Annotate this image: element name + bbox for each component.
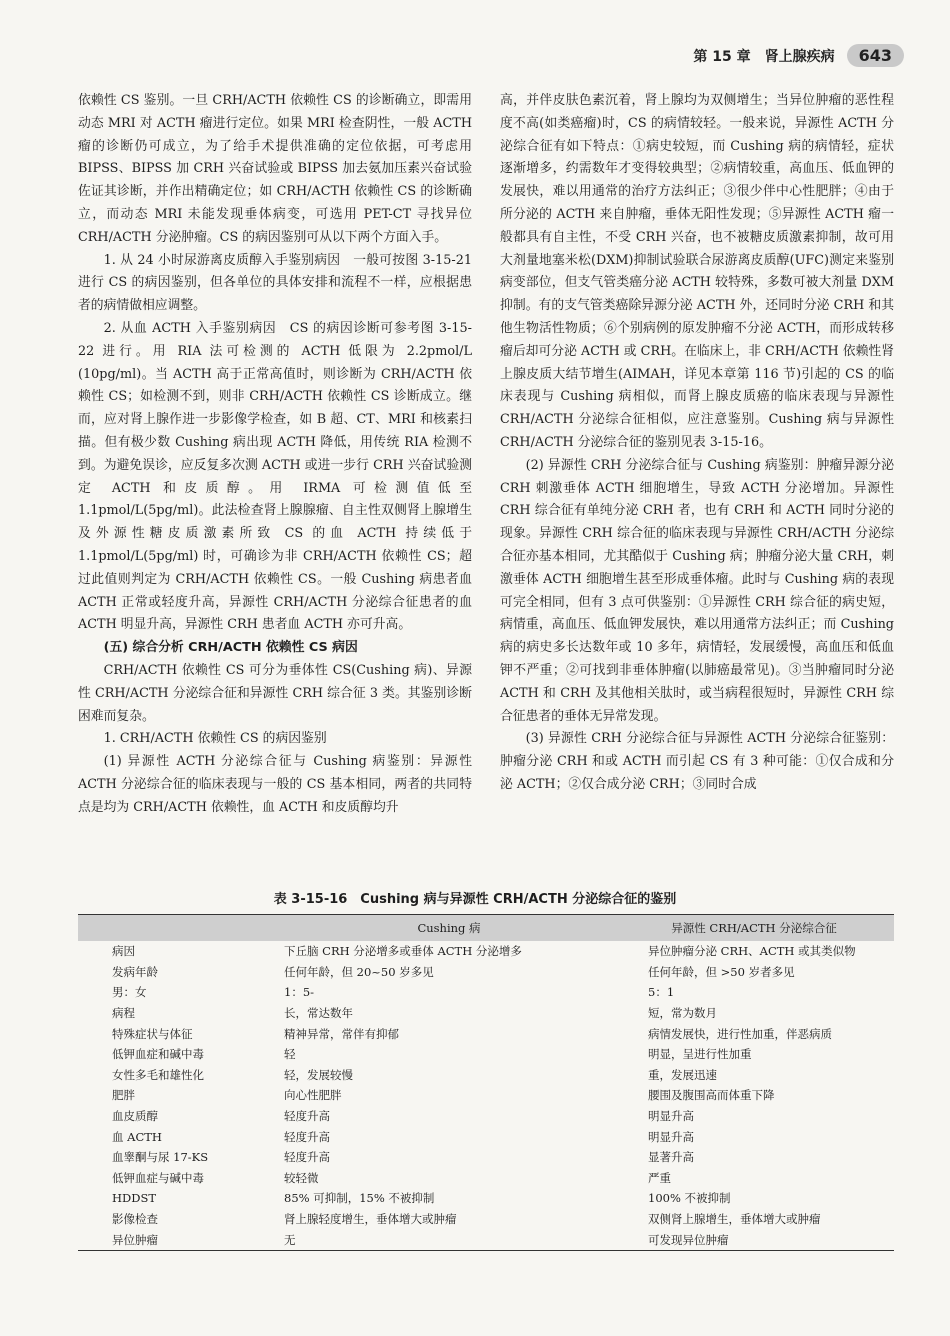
table-row [78,1229,894,1250]
header-cell: 异源性 CRH/ACTH 分泌综合征 [614,915,894,942]
table-cell: 明显升高 [648,1129,694,1144]
row-label-cell: 血睾酮与尿 17-KS [112,1150,209,1165]
table-row [78,1188,894,1209]
paragraph: (1) 异源性 ACTH 分泌综合征与 Cushing 病鉴别：异源性 ACTH 分泌综合征的临床表现与一般的 CS 基本相同，两者的共同特点是均为 CRH/ACTH 依赖性，血 ACTH 和皮质醇均升 [78,754,472,815]
table-cell: 异位肿瘤分泌 CRH、ACTH 或其类似物 [648,944,856,959]
row-label-cell: 血 ACTH [112,1129,162,1144]
paragraph: 1. 从 24 小时尿游离皮质醇入手鉴别病因 一般可按图 3-15-21 进行 CS 的病因鉴别，但各单位的具体安排和流程不一样，应根据患者的病情做相应调整。 [78,252,472,314]
table-cell: 明显，呈进行性加重 [648,1047,752,1062]
paragraph: 高，并伴皮肤色素沉着，肾上腺均为双侧增生；当异位肿瘤的恶性程度不高(如类癌瘤)时，CS 的病情较轻。一般来说，异源性 ACTH 分泌综合征有如下特点：①病史较短，而 Cushing 病的病情轻，症状逐渐增多，约需数年才变得较典型；②病情较重，高血压、低血钾的发展快，难以用通常的治疗方法纠正；③很少伴中心性肥胖；④由于所分泌的 ACTH 来自肿瘤，垂体无阳性发现；⑤异源性 ACTH 瘤一般都具有自主性，不受 CRH 兴奋，也不被糖皮质激素抑制，故可用大剂量地塞米松(DXM)抑制试验联合尿游离皮质醇(UFC)测定来鉴别病变部位，但支气管类癌分泌 ACTH 较特殊，多数可被大剂量 DXM 抑制。有的支气管类癌除异源分泌 ACTH 外，还同时分泌 CRH 和其他生物活性物质；⑥个别病例的原发肿瘤不分泌 ACTH，而形成转移瘤后却可分泌 ACTH 或 CRH。在临床上，非 CRH/ACTH 依赖性肾上腺皮质大结节增生(AIMAH，详见本章第 116 节)引起的 CS 的临床表现与 Cushing 病相似，而肾上腺皮质癌的临床表现与异源性 CRH/ACTH 分泌综合征相似，应注意鉴别。Cushing 病与异源性 CRH/ACTH 分泌综合征的鉴别见表 3-15-16。 [500,93,894,450]
table-row [78,1023,894,1044]
paragraph: (3) 异源性 CRH 分泌综合征与异源性 ACTH 分泌综合征鉴别：肿瘤分泌 CRH 和或 ACTH 而引起 CS 有 3 种可能：①仅合成和分泌 ACTH；②仅合成分泌 CRH；③同时合成 [500,731,894,792]
table-cell: 精神异常，常伴有抑郁 [284,1026,399,1041]
table-cell: 5：1 [648,985,675,1000]
table-cell: 重，发展迅速 [648,1067,717,1082]
row-label-cell: 影像检查 [112,1212,158,1227]
row-label-cell: 低钾血症与碱中毒 [112,1170,204,1185]
table-cell: 100% 不被抑制 [648,1191,731,1206]
table-cell: 任何年龄，但 >50 岁者多见 [648,964,795,979]
table-row [78,1044,894,1065]
table-row [78,1065,894,1086]
table-row [78,1085,894,1106]
left-column [78,90,472,820]
table-header-row [78,915,894,942]
table-cell: 轻 [284,1047,296,1062]
table-body [78,941,894,1250]
row-label-cell: 男：女 [112,985,147,1000]
table-cell: 轻度升高 [284,1129,330,1144]
table-cell: 较轻微 [284,1170,319,1185]
table-container [78,914,894,1251]
table-cell: 严重 [648,1170,671,1185]
table-cell: 下丘脑 CRH 分泌增多或垂体 ACTH 分泌增多 [284,944,522,959]
table-cell: 病情发展快，进行性加重，伴恶病质 [648,1026,832,1041]
table-cell: 向心性肥胖 [284,1088,342,1103]
table-cell: 轻度升高 [284,1109,330,1124]
table-row [78,1126,894,1147]
row-label-cell: 异位肿瘤 [78,1229,284,1250]
page-header [693,44,904,67]
section-heading: (五) 综合分析 CRH/ACTH 依赖性 CS 病因 [103,640,358,656]
table-row [78,1147,894,1168]
table-row [78,1106,894,1127]
paragraph: (2) 异源性 CRH 分泌综合征与 Cushing 病鉴别：肿瘤异源分泌 CRH 刺激垂体 ACTH 细胞增生，导致 ACTH 分泌增加。异源性 CRH 综合征有单纯分泌 CRH 者，也有 CRH 和 ACTH 同时分泌的现象。异源性 CRH 综合征的临床表现与异源性 CRH/ACTH 分泌综合征亦基本相同，尤其酷似于 Cushing 病；肿瘤分泌大量 CRH，刺激垂体 ACTH 细胞增生甚至形成垂体瘤。此时与 Cushing 病的表现可完全相同，但有 3 点可供鉴别：①异源性 CRH 综合征的病史短，病情重，高血压、低血钾发展快，难以用通常方法纠正；而 Cushing 病的病史多长达数年或 10 多年，病情轻，发展缓慢，高血压和低血钾不严重；②可找到非垂体肿瘤(以肺癌最常见)。③当肿瘤同时分泌 ACTH 和 CRH 及其他相关肽时，或当病程很短时，异源性 CRH 综合征患者的垂体无异常发现。 [500,457,894,724]
table-row [78,1209,894,1230]
row-label-cell: HDDST [112,1191,157,1206]
table-cell: 轻度升高 [284,1150,330,1165]
table-cell: 可发现异位肿瘤 [614,1229,894,1250]
page-number: 643 [847,44,904,67]
row-label-cell: 病程 [112,1006,135,1021]
paragraph: 1. CRH/ACTH 依赖性 CS 的病因鉴别 [103,731,327,747]
table-cell: 85% 可抑制，15% 不被抑制 [284,1191,435,1206]
row-label-cell: 血皮质醇 [112,1109,158,1124]
row-label-cell: 病因 [112,944,135,959]
table-cell: 任何年龄，但 20~50 岁多见 [284,964,434,979]
row-label-cell: 低钾血症和碱中毒 [112,1047,204,1062]
table-cell: 1：5- [284,985,315,1000]
table-cell: 双侧肾上腺增生，垂体增大或肿瘤 [648,1212,821,1227]
table-cell: 长，常达数年 [284,1006,353,1021]
row-label-cell: 发病年龄 [112,964,158,979]
paragraph: 依赖性 CS 鉴别。一旦 CRH/ACTH 依赖性 CS 的诊断确立，即需用动态 MRI 对 ACTH 瘤进行定位。如果 MRI 检查阴性，一般 ACTH 瘤的诊断仍可成立，为了给手术提供准确的定位依据，可考虑用 BIPSS、BIPSS 加 CRH 兴奋试验或 BIPSS 加去氨加压素兴奋试验佐证其诊断，并作出精确定位；如 CRH/ACTH 依赖性 CS 的诊断确立，而动态 MRI 未能发现垂体病变，可选用 PET-CT 寻找异位 CRH/ACTH 分泌肿瘤。CS 的病因鉴别可从以下两个方面入手。 [78,93,472,245]
row-label-cell: 特殊症状与体征 [112,1026,193,1041]
right-column [500,90,894,797]
table-cell: 明显升高 [648,1109,694,1124]
chapter-title: 第 15 章 肾上腺疾病 [693,48,835,65]
table-cell: 短，常为数月 [648,1006,717,1021]
comparison-table [78,914,894,1251]
row-label-cell: 肥胖 [112,1088,135,1103]
paragraph: CRH/ACTH 依赖性 CS 可分为垂体性 CS(Cushing 病)、异源性 CRH/ACTH 分泌综合征和异源性 CRH 综合征 3 类。其鉴别诊断困难而复杂。 [78,662,472,724]
table-title: 表 3-15-16 Cushing 病与异源性 CRH/ACTH 分泌综合征的鉴别 [273,892,677,907]
table-row [78,941,894,962]
header-cell: Cushing 病 [284,915,614,942]
table-row [78,1168,894,1189]
header-cell [78,915,284,942]
table-cell: 肾上腺轻度增生，垂体增大或肿瘤 [284,1212,457,1227]
table-cell: 轻，发展较慢 [284,1067,353,1082]
table-row [78,962,894,983]
table-cell: 腰围及腹围高而体重下降 [648,1088,775,1103]
table-row [78,1003,894,1024]
row-label-cell: 女性多毛和雄性化 [112,1067,204,1082]
table-cell: 显著升高 [648,1150,694,1165]
paragraph: 2. 从血 ACTH 入手鉴别病因 CS 的病因诊断可参考图 3-15-22 进行。用 RIA 法可检测的 ACTH 低限为 2.2pmol/L (10pg/ml)。当 ACTH 高于正常高值时，则诊断为 CRH/ACTH 依赖性 CS；如检测不到，则非 CRH/ACTH 依赖性 CS 诊断成立。继而，应对肾上腺作进一步影像学检查，如 B 超、CT、MRI 和核素扫描。但有极少数 Cushing 病出现 ACTH 降低，用传统 RIA 检测不到。为避免误诊，应反复多次测 ACTH 或进一步行 CRH 兴奋试验测定 ACTH 和皮质醇。用 IRMA 可检测值低至 1.1pmol/L(5pg/ml)。此法检查肾上腺腺瘤、自主性双侧肾上腺增生及外源性糖皮质激素所致 CS 的血 ACTH 持续低于 1.1pmol/L(5pg/ml) 时，可确诊为非 CRH/ACTH 依赖性 CS；超过此值则判定为 CRH/ACTH 依赖性 CS。一般 Cushing 病患者血 ACTH 正常或轻度升高，异源性 CRH/ACTH 分泌综合征患者的血 ACTH 明显升高，异源性 CRH 患者血 ACTH 亦可升高。 [78,320,472,633]
table-cell: 无 [284,1229,614,1250]
table-row [78,982,894,1003]
